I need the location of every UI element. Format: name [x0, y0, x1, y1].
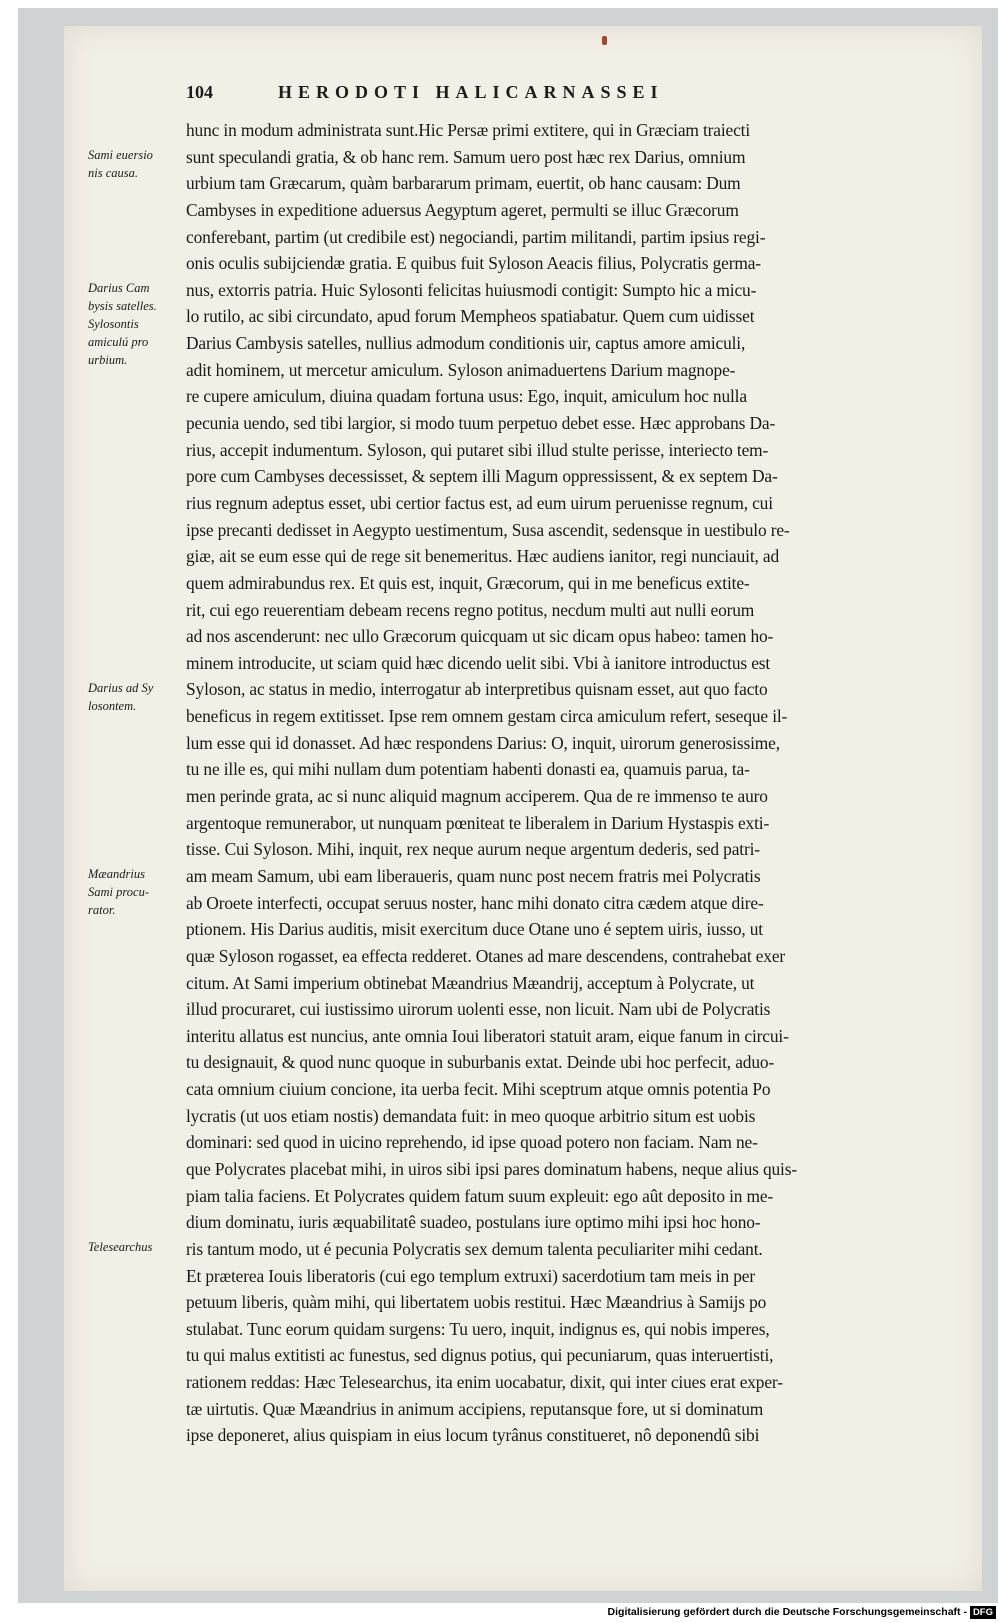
ink-mark [602, 36, 607, 45]
text-line: dominari: sed quod in uicino reprehendo, id ipse quoad potero non faciam. Nam ne- [186, 1132, 758, 1153]
text-line: lo rutilo, ac sibi circundato, apud forum Mempheos spatiabatur. Quem cum uidisset [186, 306, 755, 327]
text-line: rius, accepit indumentum. Syloson, qui putaret sibi illud stulte perisse, interiecto tem- [186, 439, 769, 460]
text-line: ipse deponeret, alius quispiam in eius locum tyrânus constitueret, nô deponendû sibi [186, 1425, 760, 1446]
text-line: tu designauit, & quod nunc quoque in suburbanis extat. Deinde ubi hoc perfecit, aduo- [186, 1052, 775, 1073]
text-line: urbium tam Græcarum, quàm barbararum primam, euertit, ob hanc causam: Dum [186, 173, 741, 194]
text-line: ris tantum modo, ut é pecunia Polycratis sex demum talenta peculiariter mihi cedant. [186, 1238, 763, 1259]
text-line: minem introducite, ut sciam quid hæc dicendo uelit sibi. Vbi à ianitore introductus est [186, 652, 771, 673]
text-line: tæ uirtutis. Quæ Mæandrius in animum accipiens, reputansque fore, ut si dominatum [186, 1398, 764, 1419]
running-title: HERODOTI HALICARNASSEI [278, 82, 664, 102]
text-line: tu qui malus extitisti ac funestus, sed dignus potius, qui pecuniarum, quas interuertisti, [186, 1345, 774, 1366]
text-line: quem admirabundus rex. Et quis est, inquit, Græcorum, qui in me beneficus extite- [186, 572, 750, 593]
margin-note: Darius ad Sy losontem. [88, 680, 154, 713]
footer-credit [560, 1604, 996, 1621]
text-line: ipse precanti dedisset in Aegypto uestimentum, Susa ascendit, sedensque in uestibulo re- [186, 519, 790, 540]
text-line: am meam Samum, ubi eam liberaueris, quam nunc post necem fratris mei Polycratis [186, 865, 761, 886]
text-line: onis oculis subijciendæ gratia. E quibus fuit Syloson Aeacis filius, Polycratis germa- [186, 253, 761, 274]
text-line: citum. At Sami imperium obtinebat Mæandrius Mæandrij, acceptum à Polycrate, ut [186, 972, 755, 993]
text-line: Et præterea Iouis liberatoris (cui ego templum extruxi) sacerdotium tam meis in per [186, 1265, 755, 1286]
text-line: ad nos ascenderunt: nec ullo Græcorum quicquam ut sic dicam opus habeo: tamen ho- [186, 626, 774, 647]
text-line: argentoque remunerabor, ut nunquam pœniteat te liberalem in Darium Hystaspis exti- [186, 812, 770, 833]
text-line: giæ, ait se eum esse qui de rege sit benemeritus. Hæc audiens ianitor, regi nunciauit, ad [186, 546, 780, 567]
text-line: stulabat. Tunc eorum quidam surgens: Tu uero, inquit, indignus es, qui nobis imperes, [186, 1318, 770, 1339]
text-line: rationem reddas: Hæc Telesearchus, ita enim uocabatur, dixit, qui inter ciues erat exper- [186, 1372, 783, 1393]
margin-note: Telesearchus [88, 1240, 153, 1255]
text-line: pecunia uendo, sed tibi largior, si modo tuum perpetuo debet esse. Hæc approbans Da- [186, 413, 776, 434]
margin-notes [88, 0, 188, 1500]
text-line: adit hominem, ut mercetur amiculum. Syloson animaduertens Darium magnope- [186, 359, 736, 380]
text-line: sunt speculandi gratia, & ob hanc rem. Samum uero post hæc rex Darius, omnium [186, 146, 746, 167]
text-line: Darius Cambysis satelles, nullius admodum conditionis uir, captus amore amiculi, [186, 333, 746, 354]
text-line: rit, cui ego reuerentiam debeam recens regno potitus, necdum multi aut nulli eorum [186, 599, 755, 620]
text-line: hunc in modum administrata sunt.Hic Persæ primi extitere, qui in Græciam traiecti [186, 120, 751, 140]
margin-note: Darius Cam bysis satelles. Sylosontis amiculú pro urbium. [88, 280, 157, 367]
body-text [186, 117, 938, 1449]
dfg-logo: DFG [970, 1606, 996, 1619]
text-line: Cambyses in expeditione aduersus Aegyptum ageret, permulti se illuc Græcorum [186, 199, 739, 220]
text-line: dium dominatu, iuris æquabilitatê suadeo, postulans iure optimo mihi ipsi hoc hono- [186, 1212, 761, 1233]
text-line: beneficus in regem extitisset. Ipse rem omnem gestam circa amiculum refert, seseque il- [186, 706, 788, 727]
text-line: tisse. Cui Syloson. Mihi, inquit, rex neque aurum neque argentum dederis, sed patri- [186, 839, 760, 860]
text-line: re cupere amiculum, diuina quadam fortuna usus: Ego, inquit, amiculum hoc nulla [186, 386, 747, 407]
text-line: petuum liberis, quàm mihi, qui libertatem uobis restitui. Hæc Mæandrius à Samijs po [186, 1292, 767, 1313]
text-line: cata omnium ciuium concione, ita uerba fecit. Mihi sceptrum atque omnis potentia Po [186, 1079, 771, 1100]
text-line: Syloson, ac status in medio, interrogatur ab interpretibus quisnam esset, aut quo facto [186, 679, 768, 700]
text-line: conferebant, partim (ut credibile est) negociandi, partim militandi, partim ipsius regi- [186, 226, 766, 247]
text-line: lycratis (ut uos etiam nostis) demandata fuit: in meo quoque arbitrio situm est uobis [186, 1105, 756, 1126]
margin-note: Sami euersio nis causa. [88, 147, 153, 180]
text-line: lum esse qui id donasset. Ad hæc respondens Darius: O, inquit, uirorum generosissime, [186, 732, 780, 753]
text-line: ab Oroete interfecti, occupat seruus noster, hanc mihi donato citra cædem atque dire- [186, 892, 764, 913]
text-line: ptionem. His Darius auditis, misit exercitum duce Otane uno é septem uiris, iusso, ut [186, 919, 763, 940]
page-number: 104 [186, 82, 213, 102]
margin-note: Mæandrius Sami procu- rator. [88, 867, 149, 918]
text-line: tu ne ille es, qui mihi nullam dum potentiam habenti donasti ea, quamuis parua, ta- [186, 759, 750, 780]
text-line: pore cum Cambyses decessisset, & septem illi Magum oppressissent, & ex septem Da- [186, 466, 778, 487]
text-line: men perinde grata, ac si nunc aliquid magnum acciperem. Qua de re immenso te auro [186, 786, 768, 807]
text-line: rius regnum adeptus esset, ubi certior factus est, ad eum uirum peruenisse regnum, cui [186, 492, 773, 513]
text-line: illud procuraret, cui iustissimo uirorum uolenti esse, non licuit. Nam ubi de Polycratis [186, 999, 771, 1020]
footer-text: Digitalisierung gefördert durch die Deutsche Forschungsgemeinschaft - [607, 1606, 967, 1618]
text-line: nus, extorris patria. Huic Sylosonti felicitas huiusmodi contigit: Sumpto hic a micu- [186, 279, 757, 300]
text-line: que Polycrates placebat mihi, in uiros sibi ipsi pares dominatum habens, neque alius quis- [186, 1158, 797, 1179]
text-line: quæ Syloson rogasset, ea effecta redderet. Otanes ad mare descendens, contrahebat exer [186, 945, 786, 966]
text-line: interitu allatus est nuncius, ante omnia Ioui liberatori statuit aram, eique fanum in circui- [186, 1025, 789, 1046]
text-line: piam talia faciens. Et Polycrates quidem fatum suum expleuit: ego aût deposito in me- [186, 1185, 774, 1206]
page-header [120, 82, 920, 112]
